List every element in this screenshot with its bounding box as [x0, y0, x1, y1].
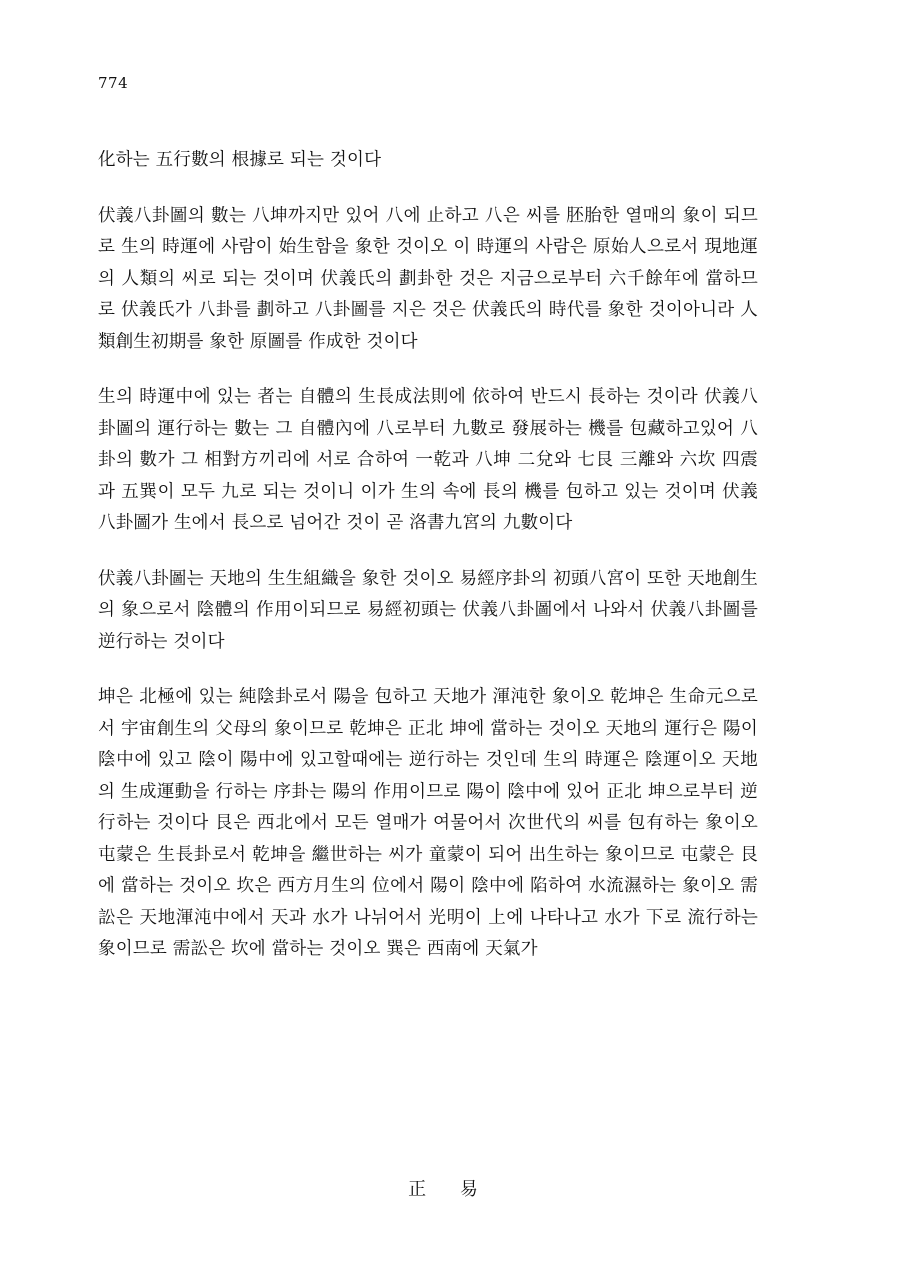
running-footer: 正 易: [408, 1179, 492, 1200]
paragraph-3: 生의 時運中에 있는 者는 自體의 生長成法則에 依하여 반드시 長하는 것이라 伏義八卦圖의 運行하는 數는 그 自體內에 八로부터 九數로 發展하는 機를 包藏하고있어 八卦의 數가 그 相對方끼리에 서로 合하여 一乾과 八坤 二兌와 七艮 三離와 六坎 四震과 五巽이 모두 九로 되는 것이니 이가 生의 속에 長의 機를 包하고 있는 것이며 伏義八卦圖가 生에서 長으로 넘어간 것이 곧 洛書九宮의 九數이다: [98, 387, 758, 533]
page-number: 774: [98, 74, 129, 92]
paragraph-5: 坤은 北極에 있는 純陰卦로서 陽을 包하고 天地가 渾沌한 象이오 乾坤은 生命元으로서 宇宙創生의 父母의 象이므로 乾坤은 正北 坤에 當하는 것이오 天地의 運行은 陽이 陰中에 있고 陰이 陽中에 있고할때에는 逆行하는 것인데 生의 時運은 陰運이오 天地의 生成運動을 行하는 序卦는 陽의 作用이므로 陽이 陰中에 있어 正北 坤으로부터 逆行하는 것이다 艮은 西北에서 모든 열매가 여물어서 次世代의 씨를 包有하는 象이오 屯蒙은 生長卦로서 乾坤을 繼世하는 씨가 童蒙이 되어 出生하는 象이므로 屯蒙은 艮에 當하는 것이오 坎은 西方月生의 位에서 陽이 陰中에 陷하여 水流濕하는 象이오 需訟은 天地渾沌中에서 天과 水가 나뉘어서 光明이 上에 나타나고 水가 下로 流行하는 象이므로 需訟은 坎에 當하는 것이오 巽은 西南에 天氣가: [98, 687, 758, 959]
paragraph-2: 伏義八卦圖의 數는 八坤까지만 있어 八에 止하고 八은 씨를 胚胎한 열매의 象이 되므로 生의 時運에 사람이 始生함을 象한 것이오 이 時運의 사람은 原始人으로서 現地運의 人類의 씨로 되는 것이며 伏義氏의 劃卦한 것은 지금으로부터 六千餘年에 當하므로 伏義氏가 八卦를 劃하고 八卦圖를 지은 것은 伏義氏의 時代를 象한 것이아니라 人類創生初期를 象한 原圖를 作成한 것이다: [98, 205, 758, 352]
paragraph-4: 伏義八卦圖는 天地의 生生組織을 象한 것이오 易經序卦의 初頭八宮이 또한 天地創生의 象으로서 陰體의 作用이되므로 易經初頭는 伏義八卦圖에서 나와서 伏義八卦圖를 逆行하는 것이다: [98, 568, 758, 652]
document-body: [98, 145, 758, 990]
paragraph-1: 化하는 五行數의 根據로 되는 것이다: [98, 150, 382, 170]
